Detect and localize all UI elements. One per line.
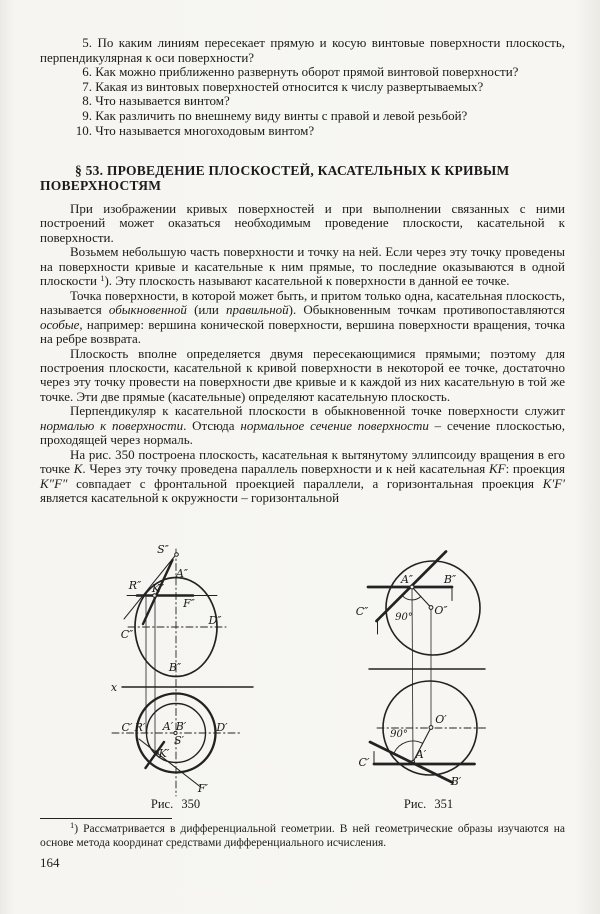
body-paragraph: На рис. 350 построена плоскость, касательная к вытянутому эллипсоиду вращения в его точке K. Через эту точку проведена параллель поверхности и к ней касательная KF: проекция K″F″ совпадает с фронтальной проекцией параллели, а горизонтальная проекция K′F′ является касательной к окружности – горизонтальной xyxy=(40,446,565,506)
question-item xyxy=(40,94,565,109)
question-number: 5. xyxy=(82,35,92,50)
body-paragraph: Возьмем небольшую часть поверхности и точку на ней. Если через эту точку проведены на поверхности кривые и касательные к ним прямые, то последние оказываются в одной плоскости $^1$). Эту плоскость называют касательной к поверхности в данной ее точке. xyxy=(40,244,565,289)
question-text: По каким линиям пересекает прямую и косую винтовые поверхности плоскость, перпендикулярная к оси поверхности? xyxy=(40,35,566,65)
label-c2: C″ xyxy=(120,628,134,641)
label-k2: K″ xyxy=(151,582,165,595)
footnote-rule xyxy=(40,818,172,819)
body-text xyxy=(40,202,565,506)
label-a1: A′ xyxy=(415,748,427,761)
point-marker-s2 xyxy=(175,553,179,557)
fig351-labels xyxy=(356,573,462,788)
label-b1: B′ xyxy=(450,775,462,788)
label-b1: B′ xyxy=(175,720,187,733)
body-paragraph: Перпендикуляр к касательной плоскости в обыкновенной точке поверхности служит нормалью к поверхности. Отсюда нормальное сечение поверхности – сечение плоскостью, проходящей через нормаль. xyxy=(40,403,565,448)
label-x-axis: x xyxy=(110,681,118,694)
label-angle-plan: 90° xyxy=(390,729,408,740)
label-s2: S″ xyxy=(157,543,169,556)
label-s1: S′ xyxy=(173,734,185,747)
point-marker-o1 xyxy=(429,726,433,730)
label-a1: A′ xyxy=(162,720,174,733)
section-heading-line1: § 53. ПРОВЕДЕНИЕ ПЛОСКОСТЕЙ, КАСАТЕЛЬНЫХ К КРИВЫМ xyxy=(75,163,510,178)
question-number: 10. xyxy=(75,122,92,138)
label-k1: K′ xyxy=(158,747,170,760)
figures-row xyxy=(0,543,600,815)
question-item xyxy=(40,80,565,95)
question-number: 9. xyxy=(82,107,92,123)
question-text: Как различить по внешнему виду винты с правой и левой резьбой? xyxy=(95,107,468,123)
fig351-frontal-view xyxy=(368,552,480,761)
question-text: Что называется винтом? xyxy=(95,93,230,109)
figure-351 xyxy=(355,548,500,812)
page-number: 164 xyxy=(40,855,60,870)
label-r1: R′ xyxy=(134,721,146,734)
horizontal-line-ab-plan-thick xyxy=(370,742,453,783)
label-a2: A″ xyxy=(175,567,189,580)
question-text: Как можно приближенно развернуть оборот прямой винтовой поверхности? xyxy=(95,64,519,80)
question-number: 6. xyxy=(82,64,92,80)
label-o1: O′ xyxy=(435,713,447,726)
question-item xyxy=(40,36,565,65)
question-text: Что называется многоходовым винтом? xyxy=(95,122,315,138)
body-paragraph: Точка поверхности, в которой может быть, и притом только одна, касательная плоскость, называется обыкновенной (или правильной). Обыкновенным точкам противопоставляются особые, например: вершина конической поверхности, вершина поверхности вращения, точка на ребре возврата. xyxy=(40,287,565,347)
label-a2: A″ xyxy=(400,573,414,586)
question-item xyxy=(40,124,565,139)
fig351-plan-view xyxy=(370,681,488,783)
question-number: 7. xyxy=(82,78,92,94)
questions-list xyxy=(40,36,565,138)
label-d2: D″ xyxy=(208,614,222,627)
label-d1: D′ xyxy=(216,721,228,734)
question-item xyxy=(40,109,565,124)
label-r2: R″ xyxy=(128,579,142,592)
question-number: 8. xyxy=(82,93,92,109)
radius-oa-frontal xyxy=(412,587,431,608)
label-o2: O″ xyxy=(434,604,448,617)
label-c1: C′ xyxy=(121,721,133,734)
question-text: Какая из винтовых поверхностей относится к числу развертываемых? xyxy=(95,78,484,94)
label-c1: C′ xyxy=(358,756,370,769)
point-marker-o2 xyxy=(429,606,433,610)
question-item xyxy=(40,65,565,80)
figure-350-caption: Рис. 350 xyxy=(150,797,201,811)
label-f2: F″ xyxy=(183,597,195,610)
label-f1: F′ xyxy=(197,782,209,795)
figure-350 xyxy=(85,543,260,815)
label-c2: C″ xyxy=(355,605,369,618)
footnote: $^1$) Рассматривается в дифференциальной геометрии. В ней геометрические образы изучаются на основе метода координат средствами дифференциального исчисления. xyxy=(40,820,565,849)
fig350-labels xyxy=(111,543,228,795)
section-heading xyxy=(40,164,565,193)
label-b2: B″ xyxy=(168,661,182,674)
section-heading-line2: ПОВЕРХНОСТЯМ xyxy=(40,177,162,193)
body-paragraph: Плоскость вполне определяется двумя пересекающимися прямыми; поэтому для построения плоскости, касательной к кривой поверхности в некоторой ее точке, достаточно через эту точку провести на поверхности две кривые и к каждой из них касательную в той же точке. Эти две прямые (касательные) определяют касательную плоскость. xyxy=(40,345,565,404)
figure-351-caption: Рис. 351 xyxy=(403,797,454,811)
label-b2: B″ xyxy=(443,573,457,586)
body-paragraph: При изображении кривых поверхностей и при выполнении связанных с ними построений может оказаться необходимым проведение плоскости, касательной к поверхности. xyxy=(40,201,565,245)
label-angle-frontal: 90° xyxy=(395,612,413,623)
